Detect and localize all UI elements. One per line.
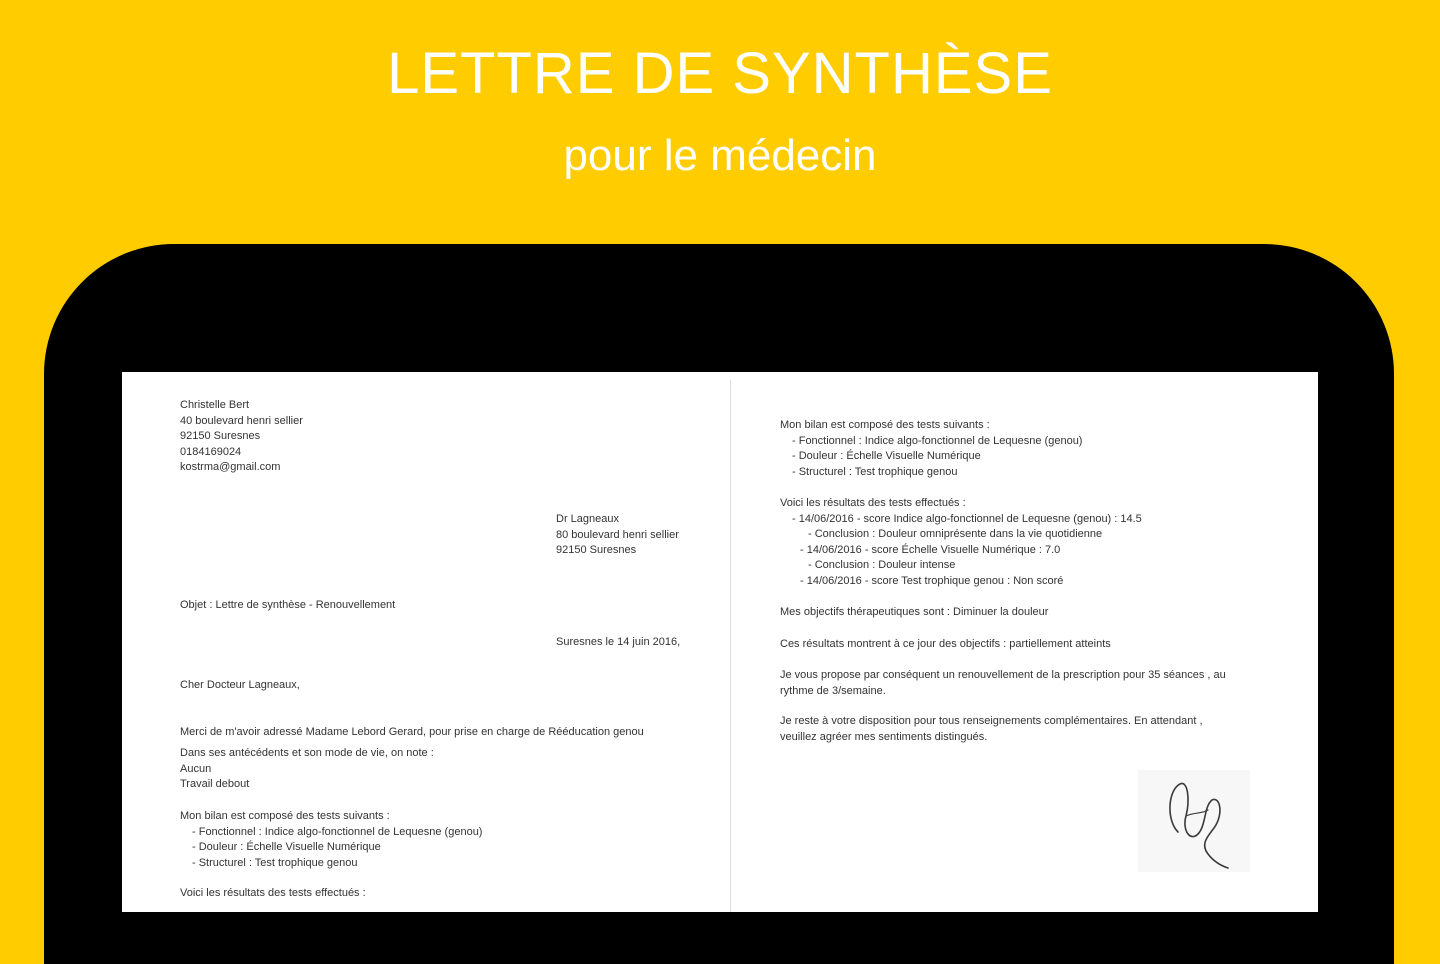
sender-phone: 0184169024	[180, 445, 242, 458]
letter-date: Suresnes le 14 juin 2016,	[556, 636, 681, 648]
proposal-line: rythme de 3/semaine.	[780, 684, 886, 697]
result-conclusion: - Conclusion : Douleur intense	[808, 559, 956, 571]
hero-title: LETTRE DE SYNTHÈSE	[387, 41, 1053, 106]
letter-document[interactable]	[122, 372, 1318, 912]
test-item: - Douleur : Échelle Visuelle Numérique	[792, 450, 981, 462]
recipient-city: 92150 Suresnes	[556, 544, 637, 556]
result-item: - 14/06/2016 - score Échelle Visuelle Numérique : 7.0	[800, 543, 1061, 556]
letter-intro: Merci de m'avoir adressé Madame Lebord Gerard, pour prise en charge de Rééducation genou	[180, 726, 644, 738]
test-item: - Fonctionnel : Indice algo-fonctionnel de Lequesne (genou)	[192, 825, 483, 838]
result-conclusion: - Conclusion : Douleur omniprésente dans la vie quotidienne	[808, 528, 1103, 540]
result-item: - 14/06/2016 - score Test trophique genou : Non scoré	[800, 574, 1064, 587]
test-item: - Structurel : Test trophique genou	[192, 856, 358, 869]
tests-intro: Mon bilan est composé des tests suivants :	[780, 419, 990, 431]
test-item: - Structurel : Test trophique genou	[792, 465, 958, 478]
test-item: - Douleur : Échelle Visuelle Numérique	[192, 841, 381, 853]
sender-name: Christelle Bert	[180, 399, 250, 411]
recipient-name: Dr Lagneaux	[556, 513, 619, 525]
sender-email: kostrma@gmail.com	[180, 461, 281, 473]
closing-line: Je reste à votre disposition pour tous renseignements complémentaires. En attendant ,	[780, 715, 1203, 727]
letter-subject: Objet : Lettre de synthèse - Renouvellement	[180, 599, 396, 611]
progress-statement: Ces résultats montrent à ce jour des objectifs : partiellement atteints	[780, 638, 1111, 650]
test-item: - Fonctionnel : Indice algo-fonctionnel de Lequesne (genou)	[792, 434, 1083, 447]
sender-city: 92150 Suresnes	[180, 430, 261, 442]
history-item: Aucun	[180, 762, 212, 775]
results-intro: Voici les résultats des tests effectués :	[180, 887, 366, 899]
page-divider	[730, 380, 731, 912]
recipient-street: 80 boulevard henri sellier	[556, 528, 679, 541]
letter-greeting: Cher Docteur Lagneaux,	[180, 679, 300, 691]
history-item: Travail debout	[180, 778, 250, 790]
proposal-line: Je vous propose par conséquent un renouvellement de la prescription pour 35 séances , au	[780, 669, 1226, 681]
objectives: Mes objectifs thérapeutiques sont : Diminuer la douleur	[780, 606, 1049, 618]
tests-intro: Mon bilan est composé des tests suivants :	[180, 810, 390, 822]
results-intro: Voici les résultats des tests effectués :	[780, 497, 966, 509]
sender-street: 40 boulevard henri sellier	[180, 414, 303, 427]
history-intro: Dans ses antécédents et son mode de vie, on note :	[180, 747, 434, 759]
hero-subtitle: pour le médecin	[563, 131, 877, 180]
result-item: - 14/06/2016 - score Indice algo-fonctionnel de Lequesne (genou) : 14.5	[792, 512, 1142, 525]
closing-line: veuillez agréer mes sentiments distingués.	[780, 730, 988, 743]
signature	[1138, 770, 1250, 872]
